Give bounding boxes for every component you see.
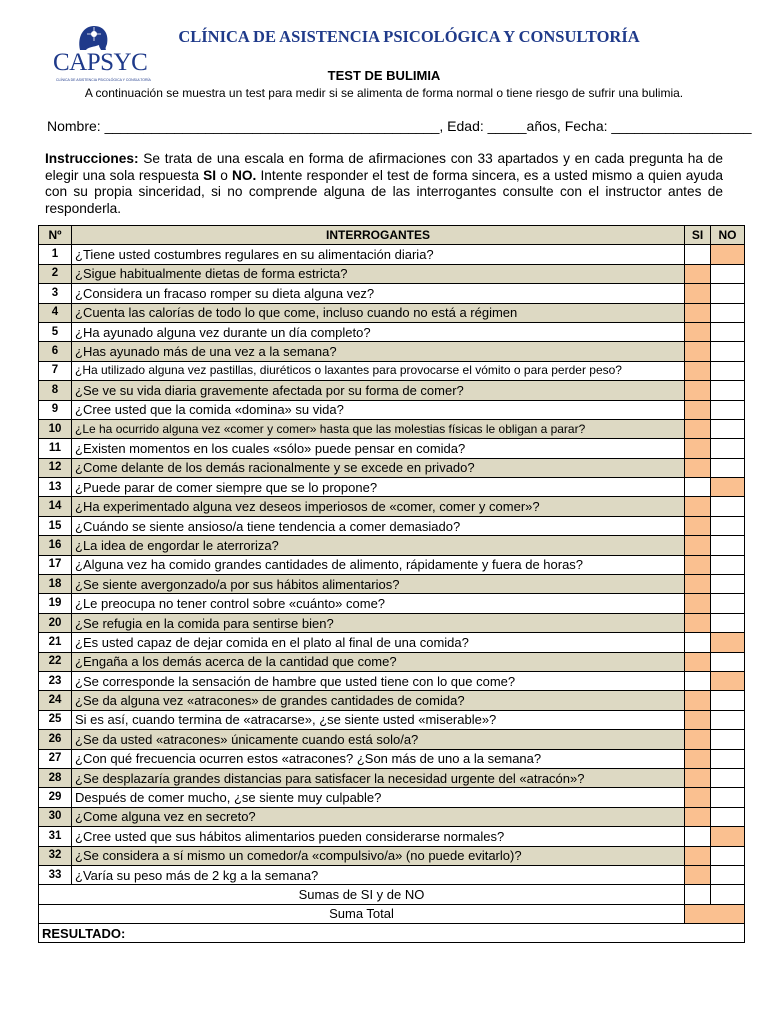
answer-no-cell[interactable] <box>711 536 745 555</box>
question-row <box>39 594 745 613</box>
answer-no-cell[interactable] <box>711 633 745 652</box>
question-row <box>39 768 745 787</box>
question-text: ¿Ha experimentado alguna vez deseos imperiosos de «comer, comer y comer»? <box>72 497 685 516</box>
question-text: ¿Existen momentos en los cuales «sólo» puede pensar en comida? <box>72 439 685 458</box>
question-number: 10 <box>39 419 72 438</box>
instructions <box>45 151 723 217</box>
answer-no-cell[interactable] <box>711 710 745 729</box>
question-number: 9 <box>39 400 72 419</box>
answer-si-cell[interactable] <box>685 322 711 341</box>
answer-no-cell[interactable] <box>711 555 745 574</box>
intro-text: A continuación se muestra un test para medir si se alimenta de forma normal o tiene riesgo de sufrir una bulimia. <box>84 86 684 100</box>
identification-fields[interactable]: Nombre: ___________________________________________, Edad: _____años, Fecha: __________________ <box>47 118 752 134</box>
question-number: 16 <box>39 536 72 555</box>
answer-si-cell[interactable] <box>685 768 711 787</box>
question-text: ¿Se da usted «atracones» únicamente cuando está solo/a? <box>72 730 685 749</box>
answer-no-cell[interactable] <box>711 361 745 380</box>
answer-no-cell[interactable] <box>711 730 745 749</box>
question-row <box>39 458 745 477</box>
answer-no-cell[interactable] <box>711 419 745 438</box>
answer-no-cell[interactable] <box>711 381 745 400</box>
answer-si-cell[interactable] <box>685 827 711 846</box>
question-row <box>39 419 745 438</box>
question-text: ¿Tiene usted costumbres regulares en su alimentación diaria? <box>72 245 685 264</box>
question-row <box>39 322 745 341</box>
answer-si-cell[interactable] <box>685 807 711 826</box>
answer-no-cell[interactable] <box>711 303 745 322</box>
question-row <box>39 652 745 671</box>
question-number: 31 <box>39 827 72 846</box>
col-number-header: Nº <box>39 226 72 245</box>
questions-body <box>39 245 745 885</box>
total-row <box>39 904 745 923</box>
question-text: ¿Considera un fracaso romper su dieta alguna vez? <box>72 284 685 303</box>
answer-no-cell[interactable] <box>711 807 745 826</box>
answer-si-cell[interactable] <box>685 671 711 690</box>
answer-no-cell[interactable] <box>711 827 745 846</box>
question-text: ¿Cuándo se siente ansioso/a tiene tendencia a comer demasiado? <box>72 516 685 535</box>
answer-si-cell[interactable] <box>685 633 711 652</box>
answer-no-cell[interactable] <box>711 516 745 535</box>
question-text: ¿Come delante de los demás racionalmente y se excede en privado? <box>72 458 685 477</box>
question-text: ¿Se da alguna vez «atracones» de grandes cantidades de comida? <box>72 691 685 710</box>
answer-si-cell[interactable] <box>685 497 711 516</box>
instructions-label: Instrucciones: <box>45 151 139 166</box>
question-row <box>39 865 745 884</box>
answer-si-cell[interactable] <box>685 536 711 555</box>
question-text: ¿Ha ayunado alguna vez durante un día completo? <box>72 322 685 341</box>
question-text: ¿Sigue habitualmente dietas de forma estricta? <box>72 264 685 283</box>
answer-no-cell[interactable] <box>711 478 745 497</box>
question-row <box>39 381 745 400</box>
question-text: ¿Puede parar de comer siempre que se lo propone? <box>72 478 685 497</box>
question-text: ¿Se siente avergonzado/a por sus hábitos alimentarios? <box>72 575 685 594</box>
instructions-no: NO. <box>232 167 257 183</box>
result-label: RESULTADO: <box>39 924 745 943</box>
question-row <box>39 827 745 846</box>
question-row <box>39 497 745 516</box>
answer-si-cell[interactable] <box>685 245 711 264</box>
question-number: 3 <box>39 284 72 303</box>
question-row <box>39 575 745 594</box>
question-text: Después de comer mucho, ¿se siente muy culpable? <box>72 788 685 807</box>
answer-si-cell[interactable] <box>685 439 711 458</box>
answer-si-cell[interactable] <box>685 710 711 729</box>
question-number: 22 <box>39 652 72 671</box>
question-number: 12 <box>39 458 72 477</box>
question-number: 2 <box>39 264 72 283</box>
question-number: 5 <box>39 322 72 341</box>
question-row <box>39 536 745 555</box>
answer-no-cell[interactable] <box>711 788 745 807</box>
question-number: 11 <box>39 439 72 458</box>
question-text: ¿Le ha ocurrido alguna vez «comer y comer» hasta que las molestias físicas le obligan a parar? <box>72 419 685 438</box>
answer-no-cell[interactable] <box>711 691 745 710</box>
answer-si-cell[interactable] <box>685 730 711 749</box>
answer-no-cell[interactable] <box>711 652 745 671</box>
question-text: ¿Come alguna vez en secreto? <box>72 807 685 826</box>
question-row <box>39 478 745 497</box>
answer-no-cell[interactable] <box>711 613 745 632</box>
answer-no-cell[interactable] <box>711 458 745 477</box>
question-number: 21 <box>39 633 72 652</box>
answer-si-cell[interactable] <box>685 303 711 322</box>
question-text: ¿Has ayunado más de una vez a la semana? <box>72 342 685 361</box>
question-number: 1 <box>39 245 72 264</box>
question-number: 33 <box>39 865 72 884</box>
question-row <box>39 633 745 652</box>
answer-no-cell[interactable] <box>711 575 745 594</box>
question-number: 20 <box>39 613 72 632</box>
total-label: Suma Total <box>39 904 685 923</box>
instructions-text-1: Se trata de una escala en forma de afirmaciones con 33 apartados y en cada pregunta ha de elegir una sola respuesta <box>45 151 723 183</box>
answer-si-cell[interactable] <box>685 555 711 574</box>
question-number: 6 <box>39 342 72 361</box>
question-text: Si es así, cuando termina de «atracarse», ¿se siente usted «miserable»? <box>72 710 685 729</box>
sum-row <box>39 885 745 904</box>
answer-si-cell[interactable] <box>685 400 711 419</box>
answer-si-cell[interactable] <box>685 264 711 283</box>
question-text: ¿Se refugia en la comida para sentirse bien? <box>72 613 685 632</box>
question-number: 8 <box>39 381 72 400</box>
test-title: TEST DE BULIMIA <box>327 68 441 83</box>
answer-si-cell[interactable] <box>685 865 711 884</box>
answer-no-cell[interactable] <box>711 439 745 458</box>
answer-no-cell[interactable] <box>711 865 745 884</box>
answer-si-cell[interactable] <box>685 749 711 768</box>
question-text: ¿Se desplazaría grandes distancias para satisfacer la necesidad urgente del «atracón»? <box>72 768 685 787</box>
answer-no-cell[interactable] <box>711 594 745 613</box>
question-text: ¿Cree usted que sus hábitos alimentarios pueden considerarse normales? <box>72 827 685 846</box>
question-number: 4 <box>39 303 72 322</box>
sum-label: Sumas de SI y de NO <box>39 885 685 904</box>
question-row <box>39 245 745 264</box>
question-row <box>39 439 745 458</box>
answer-si-cell[interactable] <box>685 652 711 671</box>
answer-si-cell[interactable] <box>685 458 711 477</box>
answer-no-cell[interactable] <box>711 497 745 516</box>
col-questions-header: INTERROGANTES <box>72 226 685 245</box>
question-row <box>39 846 745 865</box>
question-row <box>39 284 745 303</box>
question-text: ¿Es usted capaz de dejar comida en el plato al final de una comida? <box>72 633 685 652</box>
answer-si-cell[interactable] <box>685 516 711 535</box>
question-number: 32 <box>39 846 72 865</box>
answer-no-cell[interactable] <box>711 671 745 690</box>
question-number: 26 <box>39 730 72 749</box>
answer-si-cell[interactable] <box>685 846 711 865</box>
question-number: 14 <box>39 497 72 516</box>
question-row <box>39 691 745 710</box>
sum-no-cell[interactable] <box>711 885 745 904</box>
question-row <box>39 788 745 807</box>
question-row <box>39 749 745 768</box>
question-number: 19 <box>39 594 72 613</box>
question-text: ¿Cuenta las calorías de todo lo que come, incluso cuando no está a régimen <box>72 303 685 322</box>
answer-no-cell[interactable] <box>711 342 745 361</box>
question-number: 28 <box>39 768 72 787</box>
question-row <box>39 555 745 574</box>
question-text: ¿Se considera a sí mismo un comedor/a «compulsivo/a» (no puede evitarlo)? <box>72 846 685 865</box>
instructions-or: o <box>216 167 232 183</box>
question-text: ¿Alguna vez ha comido grandes cantidades de alimento, rápidamente y fuera de horas? <box>72 555 685 574</box>
question-number: 27 <box>39 749 72 768</box>
answer-si-cell[interactable] <box>685 284 711 303</box>
question-number: 23 <box>39 671 72 690</box>
question-text: ¿La idea de engordar le aterroriza? <box>72 536 685 555</box>
answer-si-cell[interactable] <box>685 575 711 594</box>
answer-no-cell[interactable] <box>711 749 745 768</box>
question-text: ¿Engaña a los demás acerca de la cantidad que come? <box>72 652 685 671</box>
question-number: 29 <box>39 788 72 807</box>
result-row <box>39 924 745 943</box>
question-number: 17 <box>39 555 72 574</box>
answer-no-cell[interactable] <box>711 264 745 283</box>
answer-no-cell[interactable] <box>711 245 745 264</box>
question-number: 13 <box>39 478 72 497</box>
answer-si-cell[interactable] <box>685 342 711 361</box>
answer-no-cell[interactable] <box>711 322 745 341</box>
instructions-text-2: Intente responder el test de forma sincera, es a usted mismo a quien ayuda con su propia sinceridad, si no comprende alguna de las interrogantes consulte con el instructor antes de responderla. <box>45 167 724 216</box>
question-text: ¿Con qué frecuencia ocurren estos «atracones? ¿Son más de uno a la semana? <box>72 749 685 768</box>
question-row <box>39 361 745 380</box>
question-text: ¿Se corresponde la sensación de hambre que usted tiene con lo que come? <box>72 671 685 690</box>
question-number: 30 <box>39 807 72 826</box>
col-si-header: SI <box>685 226 711 245</box>
answer-no-cell[interactable] <box>711 400 745 419</box>
question-text: ¿Cree usted que la comida «domina» su vida? <box>72 400 685 419</box>
questions-table <box>38 225 745 943</box>
answer-si-cell[interactable] <box>685 613 711 632</box>
answer-si-cell[interactable] <box>685 381 711 400</box>
answer-si-cell[interactable] <box>685 594 711 613</box>
question-text: ¿Varía su peso más de 2 kg a la semana? <box>72 865 685 884</box>
question-text: ¿Se ve su vida diaria gravemente afectada por su forma de comer? <box>72 381 685 400</box>
question-row <box>39 516 745 535</box>
question-number: 7 <box>39 361 72 380</box>
col-no-header: NO <box>711 226 745 245</box>
question-number: 24 <box>39 691 72 710</box>
question-number: 15 <box>39 516 72 535</box>
answer-si-cell[interactable] <box>685 478 711 497</box>
question-row <box>39 264 745 283</box>
logo-tagline: CLÍNICA DE ASISTENCIA PSICOLÓGICA Y CONSULTORÍA <box>56 78 151 82</box>
answer-no-cell[interactable] <box>711 284 745 303</box>
answer-si-cell[interactable] <box>685 788 711 807</box>
clinic-name: CLÍNICA DE ASISTENCIA PSICOLÓGICA Y CONSULTORÍA <box>178 27 640 46</box>
question-row <box>39 303 745 322</box>
question-text: ¿Ha utilizado alguna vez pastillas, diuréticos o laxantes para provocarse el vómito o para perder peso? <box>72 361 685 380</box>
question-number: 25 <box>39 710 72 729</box>
question-number: 18 <box>39 575 72 594</box>
answer-no-cell[interactable] <box>711 846 745 865</box>
answer-si-cell[interactable] <box>685 419 711 438</box>
answer-si-cell[interactable] <box>685 691 711 710</box>
question-row <box>39 342 745 361</box>
sum-si-cell[interactable] <box>685 885 711 904</box>
question-row <box>39 710 745 729</box>
total-cell[interactable] <box>685 904 745 923</box>
logo-brand: CAPSYC <box>53 49 148 76</box>
question-row <box>39 730 745 749</box>
question-row <box>39 807 745 826</box>
question-text: ¿Le preocupa no tener control sobre «cuánto» come? <box>72 594 685 613</box>
question-row <box>39 671 745 690</box>
answer-no-cell[interactable] <box>711 768 745 787</box>
instructions-si: SI <box>203 167 217 183</box>
question-row <box>39 613 745 632</box>
table-header <box>39 226 745 245</box>
answer-si-cell[interactable] <box>685 361 711 380</box>
question-row <box>39 400 745 419</box>
